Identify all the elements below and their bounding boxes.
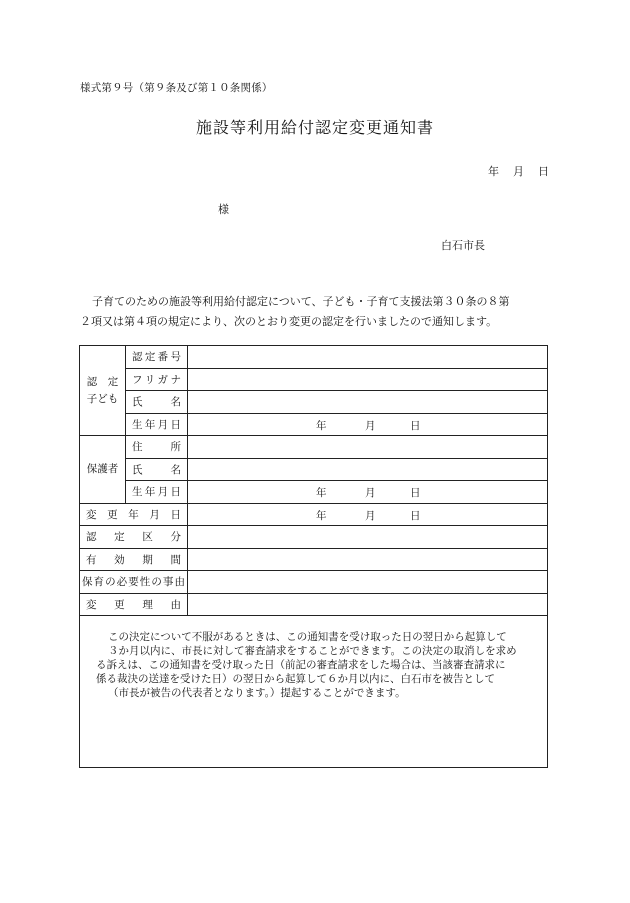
ymd-day: 日 [410,509,421,522]
change-date-field[interactable] [188,503,548,526]
date-year: 年 [488,165,499,178]
guardian-address-label: 住 所 [126,436,188,459]
guardian-birthdate-label: 生年月日 [126,481,188,504]
certification-number-field[interactable] [188,346,548,369]
form-number: 様式第９号（第９条及び第１０条関係） [80,82,273,94]
change-date-label: 変更年月日 [80,503,188,526]
table-row [80,548,548,571]
document-title: 施設等利用給付認定変更通知書 [195,118,434,137]
table-row [80,593,548,616]
notification-table [79,345,548,768]
child-birthdate-label: 生年月日 [126,413,188,436]
validity-period-label: 有効期間 [80,548,188,571]
guardian-name-label: 氏 名 [126,458,188,481]
notice-line: る訴えは、この通知書を受け取った日（前記の審査請求をした場合は、当該審査請求に [96,659,506,671]
date-day: 日 [538,165,549,178]
certification-number-label: 認定番号 [126,346,188,369]
table-row [80,526,548,549]
issue-date [488,163,549,179]
ymd-day: 日 [410,419,421,432]
guardian-name-field[interactable] [188,458,548,481]
table-row [80,458,548,481]
date-month: 月 [513,165,524,178]
change-reason-label: 変更理由 [80,593,188,616]
childcare-reason-label: 保育の必要性の事由 [80,571,188,594]
intro-line-2: ２項又は第４項の規定により、次のとおり変更の認定を行いましたので通知します。 [80,315,498,328]
child-name-field[interactable] [188,391,548,414]
table-row [80,481,548,504]
validity-period-field[interactable] [188,548,548,571]
child-birthdate-field[interactable] [188,413,548,436]
ymd-month: 月 [365,509,376,522]
intro-text [80,292,550,332]
child-name-label: 氏 名 [126,391,188,414]
appeal-notice-text [96,630,537,700]
ymd-day: 日 [410,487,421,499]
furigana-field[interactable] [188,368,548,391]
notice-line: （市長が被告の代表者となります。）提起することができます。 [108,687,406,699]
guardian-birthdate-field[interactable] [188,481,548,504]
table-row [80,391,548,414]
guardian-group-label: 保護者 [80,436,126,504]
table-row [80,413,548,436]
appeal-notice [80,616,548,768]
table-row [80,616,548,768]
ymd-month: 月 [365,419,376,432]
notice-line: ３か月以内に、市長に対して審査請求をすることができます。この決定の取消しを求め [108,645,517,657]
ymd-year: 年 [316,419,327,432]
childcare-reason-field[interactable] [188,571,548,594]
issuer: 白石市長 [441,239,485,252]
ymd-year: 年 [316,509,327,522]
table-row [80,436,548,459]
table-row [80,368,548,391]
notice-line: 係る裁決の送達を受けた日）の翌日から起算して６か月以内に、白石市を被告として [96,673,495,685]
ymd-month: 月 [365,487,376,499]
change-reason-field[interactable] [188,593,548,616]
certification-category-field[interactable] [188,526,548,549]
ymd-year: 年 [316,487,327,499]
recipient-suffix: 様 [218,203,229,216]
furigana-label: フリガナ [126,368,188,391]
guardian-address-field[interactable] [188,436,548,459]
table-row [80,571,548,594]
notice-line: この決定について不服があるときは、この通知書を受け取った日の翌日から起算して [108,631,507,643]
table-row [80,503,548,526]
intro-line-1: 子育てのための施設等利用給付認定について、子ども・子育て支援法第３０条の８第 [92,295,510,308]
table-row [80,346,548,369]
child-group-label: 認 定 子ども [80,346,126,436]
certification-category-label: 認定区分 [80,526,188,549]
